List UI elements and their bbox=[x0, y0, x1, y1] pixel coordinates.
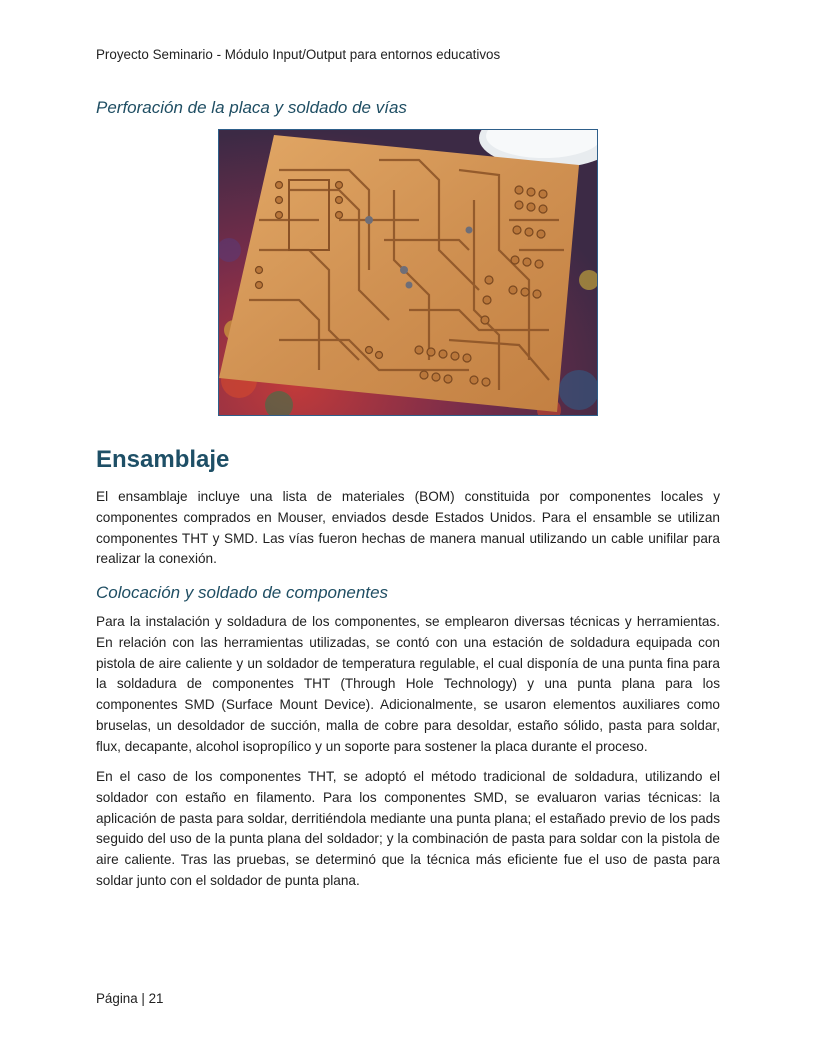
subsection-title-perforacion: Perforación de la placa y soldado de vías bbox=[96, 98, 407, 117]
subsection-title-colocacion: Colocación y soldado de componentes bbox=[96, 583, 389, 602]
pcb-photo-graphic bbox=[219, 130, 597, 415]
paragraph-colocacion-1: Para la instalación y soldadura de los componentes, se emplearon diversas técnicas y herramientas. En relación con las herramientas utilizadas, se contó con una estación de soldadura equipada con pistola de aire caliente y un soldador de temperatura regulable, el cual disponía de una punta fina para la soldadura de componentes THT (Through Hole Technology) y una punta plana para los componentes SMD (Surface Mount Device). Adicionalmente, se usaron elementos auxiliares como bruselas, un desoldador de succión, malla de cobre para desoldar, estaño sólido, pasta para soldar, flux, decapante, alcohol isopropílico y un soporte para sostener la placa durante el proceso. bbox=[96, 614, 720, 754]
pcb-photo bbox=[218, 129, 598, 416]
page-header: Proyecto Seminario - Módulo Input/Output para entornos educativos bbox=[96, 47, 501, 62]
section-title-ensamblaje: Ensamblaje bbox=[96, 446, 230, 473]
paragraph-ensamblaje: El ensamblaje incluye una lista de materiales (BOM) constituida por componentes locales y componentes comprados en Mouser, enviados desde Estados Unidos. Para el ensamble se utilizan componentes THT y SMD. Las vías fueron hechas de manera manual utilizando un cable unifilar para realizar la conexión. bbox=[96, 489, 720, 567]
page-number: Página | 21 bbox=[96, 991, 164, 1006]
paragraph-colocacion-2: En el caso de los componentes THT, se adoptó el método tradicional de soldadura, utilizando el soldador con estaño en filamento. Para los componentes SMD, se evaluaron varias técnicas: la aplicación de pasta para soldar, derritiéndola mediante una punta plana; el estañado previo de los pads seguido del uso de la punta plana del soldador; y la combinación de pasta para soldar con la pistola de aire caliente. Tras las pruebas, se determinó que la técnica más eficiente fue el uso de pasta para soldar junto con el soldador de punta plana. bbox=[96, 769, 720, 888]
